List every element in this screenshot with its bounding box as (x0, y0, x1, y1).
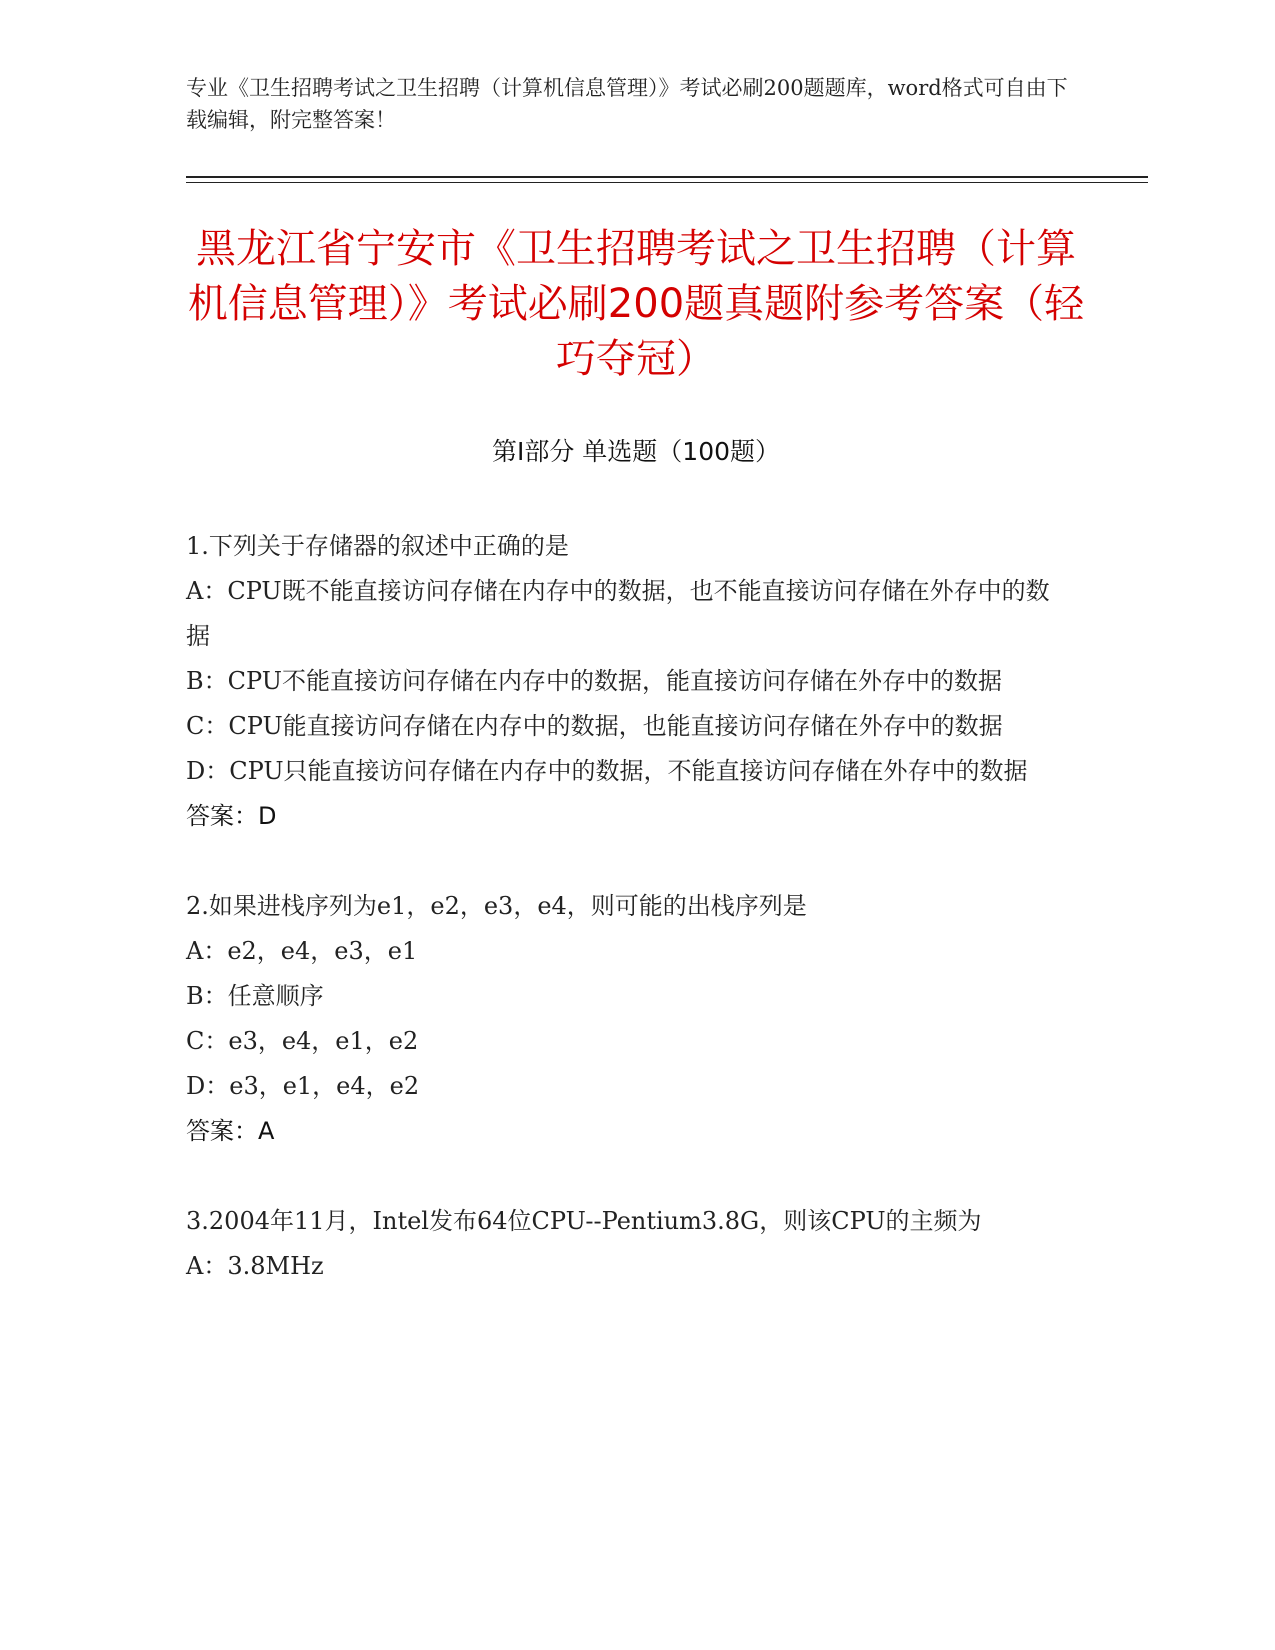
question-1 (186, 524, 1066, 839)
option-c: C：CPU能直接访问存储在内存中的数据，也能直接访问存储在外存中的数据 (186, 712, 1003, 740)
option-c: C：e3，e4，e1，e2 (186, 1027, 419, 1055)
question-stem: 2.如果进栈序列为e1，e2，e3，e4，则可能的出栈序列是 (186, 892, 807, 920)
header-note: 专业《卫生招聘考试之卫生招聘（计算机信息管理）》考试必刷200题题库，word格式可自由下载编辑，附完整答案！ (186, 76, 1068, 132)
option-a: A：CPU既不能直接访问存储在内存中的数据，也不能直接访问存储在外存中的数据 (186, 577, 1050, 650)
option-b: B：任意顺序 (186, 982, 324, 1010)
section-title: 第Ⅰ部分 单选题（100题） (491, 437, 781, 466)
question-stem: 3.2004年11月，Intel发布64位CPU--Pentium3.8G，则该CPU的主频为 (186, 1207, 982, 1235)
option-d: D：CPU只能直接访问存储在内存中的数据，不能直接访问存储在外存中的数据 (186, 757, 1028, 785)
option-a: A：e2，e4，e3，e1 (186, 937, 418, 965)
document-title: 黑龙江省宁安市《卫生招聘考试之卫生招聘（计算机信息管理）》考试必刷200题真题附参考答案（轻巧夺冠） (187, 226, 1085, 382)
question-3 (186, 1199, 1066, 1289)
header-divider-thin (186, 182, 1148, 183)
option-d: D：e3，e1，e4，e2 (186, 1072, 420, 1100)
question-stem: 1.下列关于存储器的叙述中正确的是 (186, 532, 569, 560)
option-a: A：3.8MHz (186, 1252, 324, 1280)
option-b: B：CPU不能直接访问存储在内存中的数据，能直接访问存储在外存中的数据 (186, 667, 1002, 695)
question-2 (186, 884, 1066, 1154)
answer-line: 答案：A (186, 1117, 275, 1145)
question-list (186, 524, 1066, 1334)
answer-line: 答案：D (186, 802, 277, 830)
header-divider-thick (186, 176, 1148, 178)
